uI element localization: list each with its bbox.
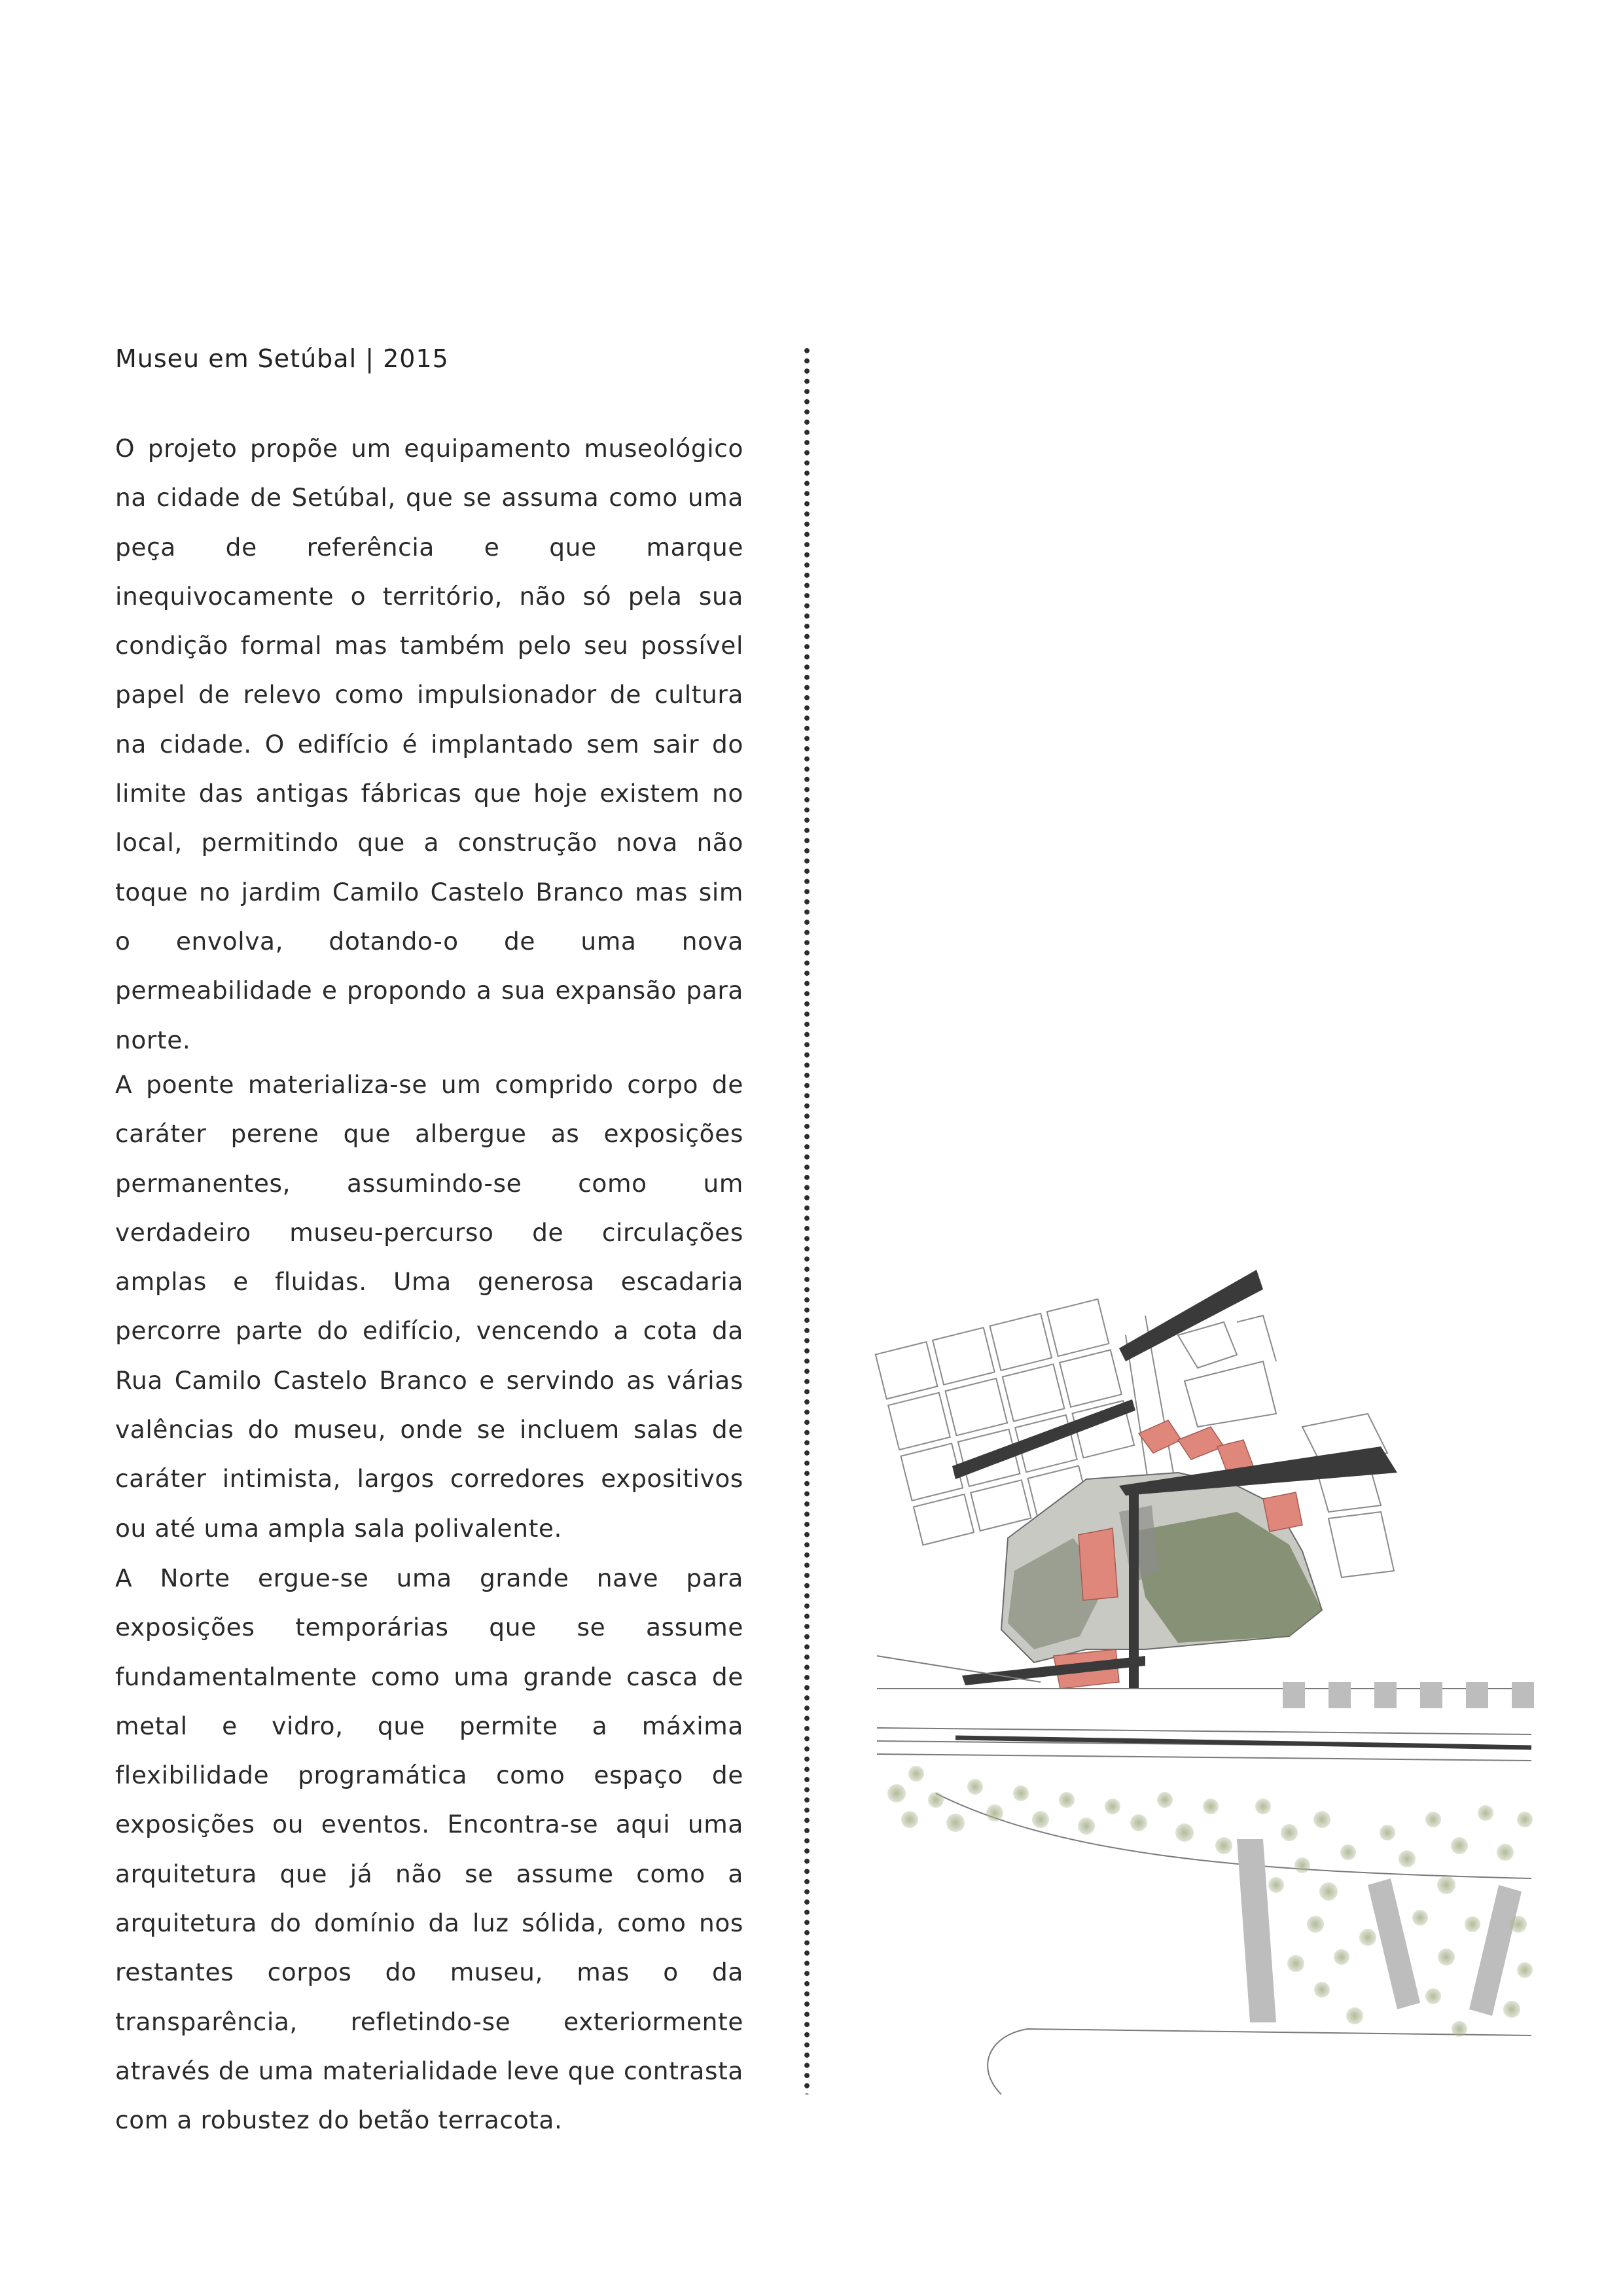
tree-canopy	[887, 1766, 1533, 2037]
paragraph-west-body: A poente materializa-se um comprido corpo de caráter perene que albergue as exposições permanentes, assumindo-se como um verdadeiro museu-percurso de circulações amplas e fluidas. Uma generosa escadaria percorre parte do edifício, vencendo a cota da Rua Camilo Castelo Branco e servindo as várias valências do museu, onde se incluem salas de caráter intimista, largos corredores expositivos ou até uma ampla sala polivalente.	[115, 1070, 743, 1543]
paragraph-north-nave: A Norte ergue-se uma grande nave para exposições temporárias que se assume fundamentalmente como uma grande casca de metal e vidro, que permite a máxima flexibilidade programática como espaço de exposições ou eventos. Encontra-se aqui uma arquitetura que já não se assume como a arquitetura do domínio da luz sólida, como nos restantes corpos do museu, mas o da transparência, refletindo-se exteriormente através de uma materialidade leve que contrasta com a robustez do betão terracota.	[115, 1564, 743, 2135]
site-plan-drawing	[870, 1230, 1538, 2134]
paragraph-intro: O projeto propõe um equipamento museológico na cidade de Setúbal, que se assuma como uma peça de referência e que marque inequivocamente o território, não só pela sua condição formal mas também pelo seu possível papel de relevo como impulsionador de cultura na cidade. O edifício é implantado sem sair do limite das antigas fábricas que hoje existem no local, permitindo que a construção nova não toque no jardim Camilo Castelo Branco mas sim o envolva, dotando-o de uma nova permeabilidade e propondo a sua expansão para norte.	[115, 434, 743, 1054]
document-title: Museu em Setúbal | 2015	[115, 344, 449, 373]
waterfront-road	[877, 1656, 1531, 2094]
dotted-divider	[804, 346, 810, 2094]
